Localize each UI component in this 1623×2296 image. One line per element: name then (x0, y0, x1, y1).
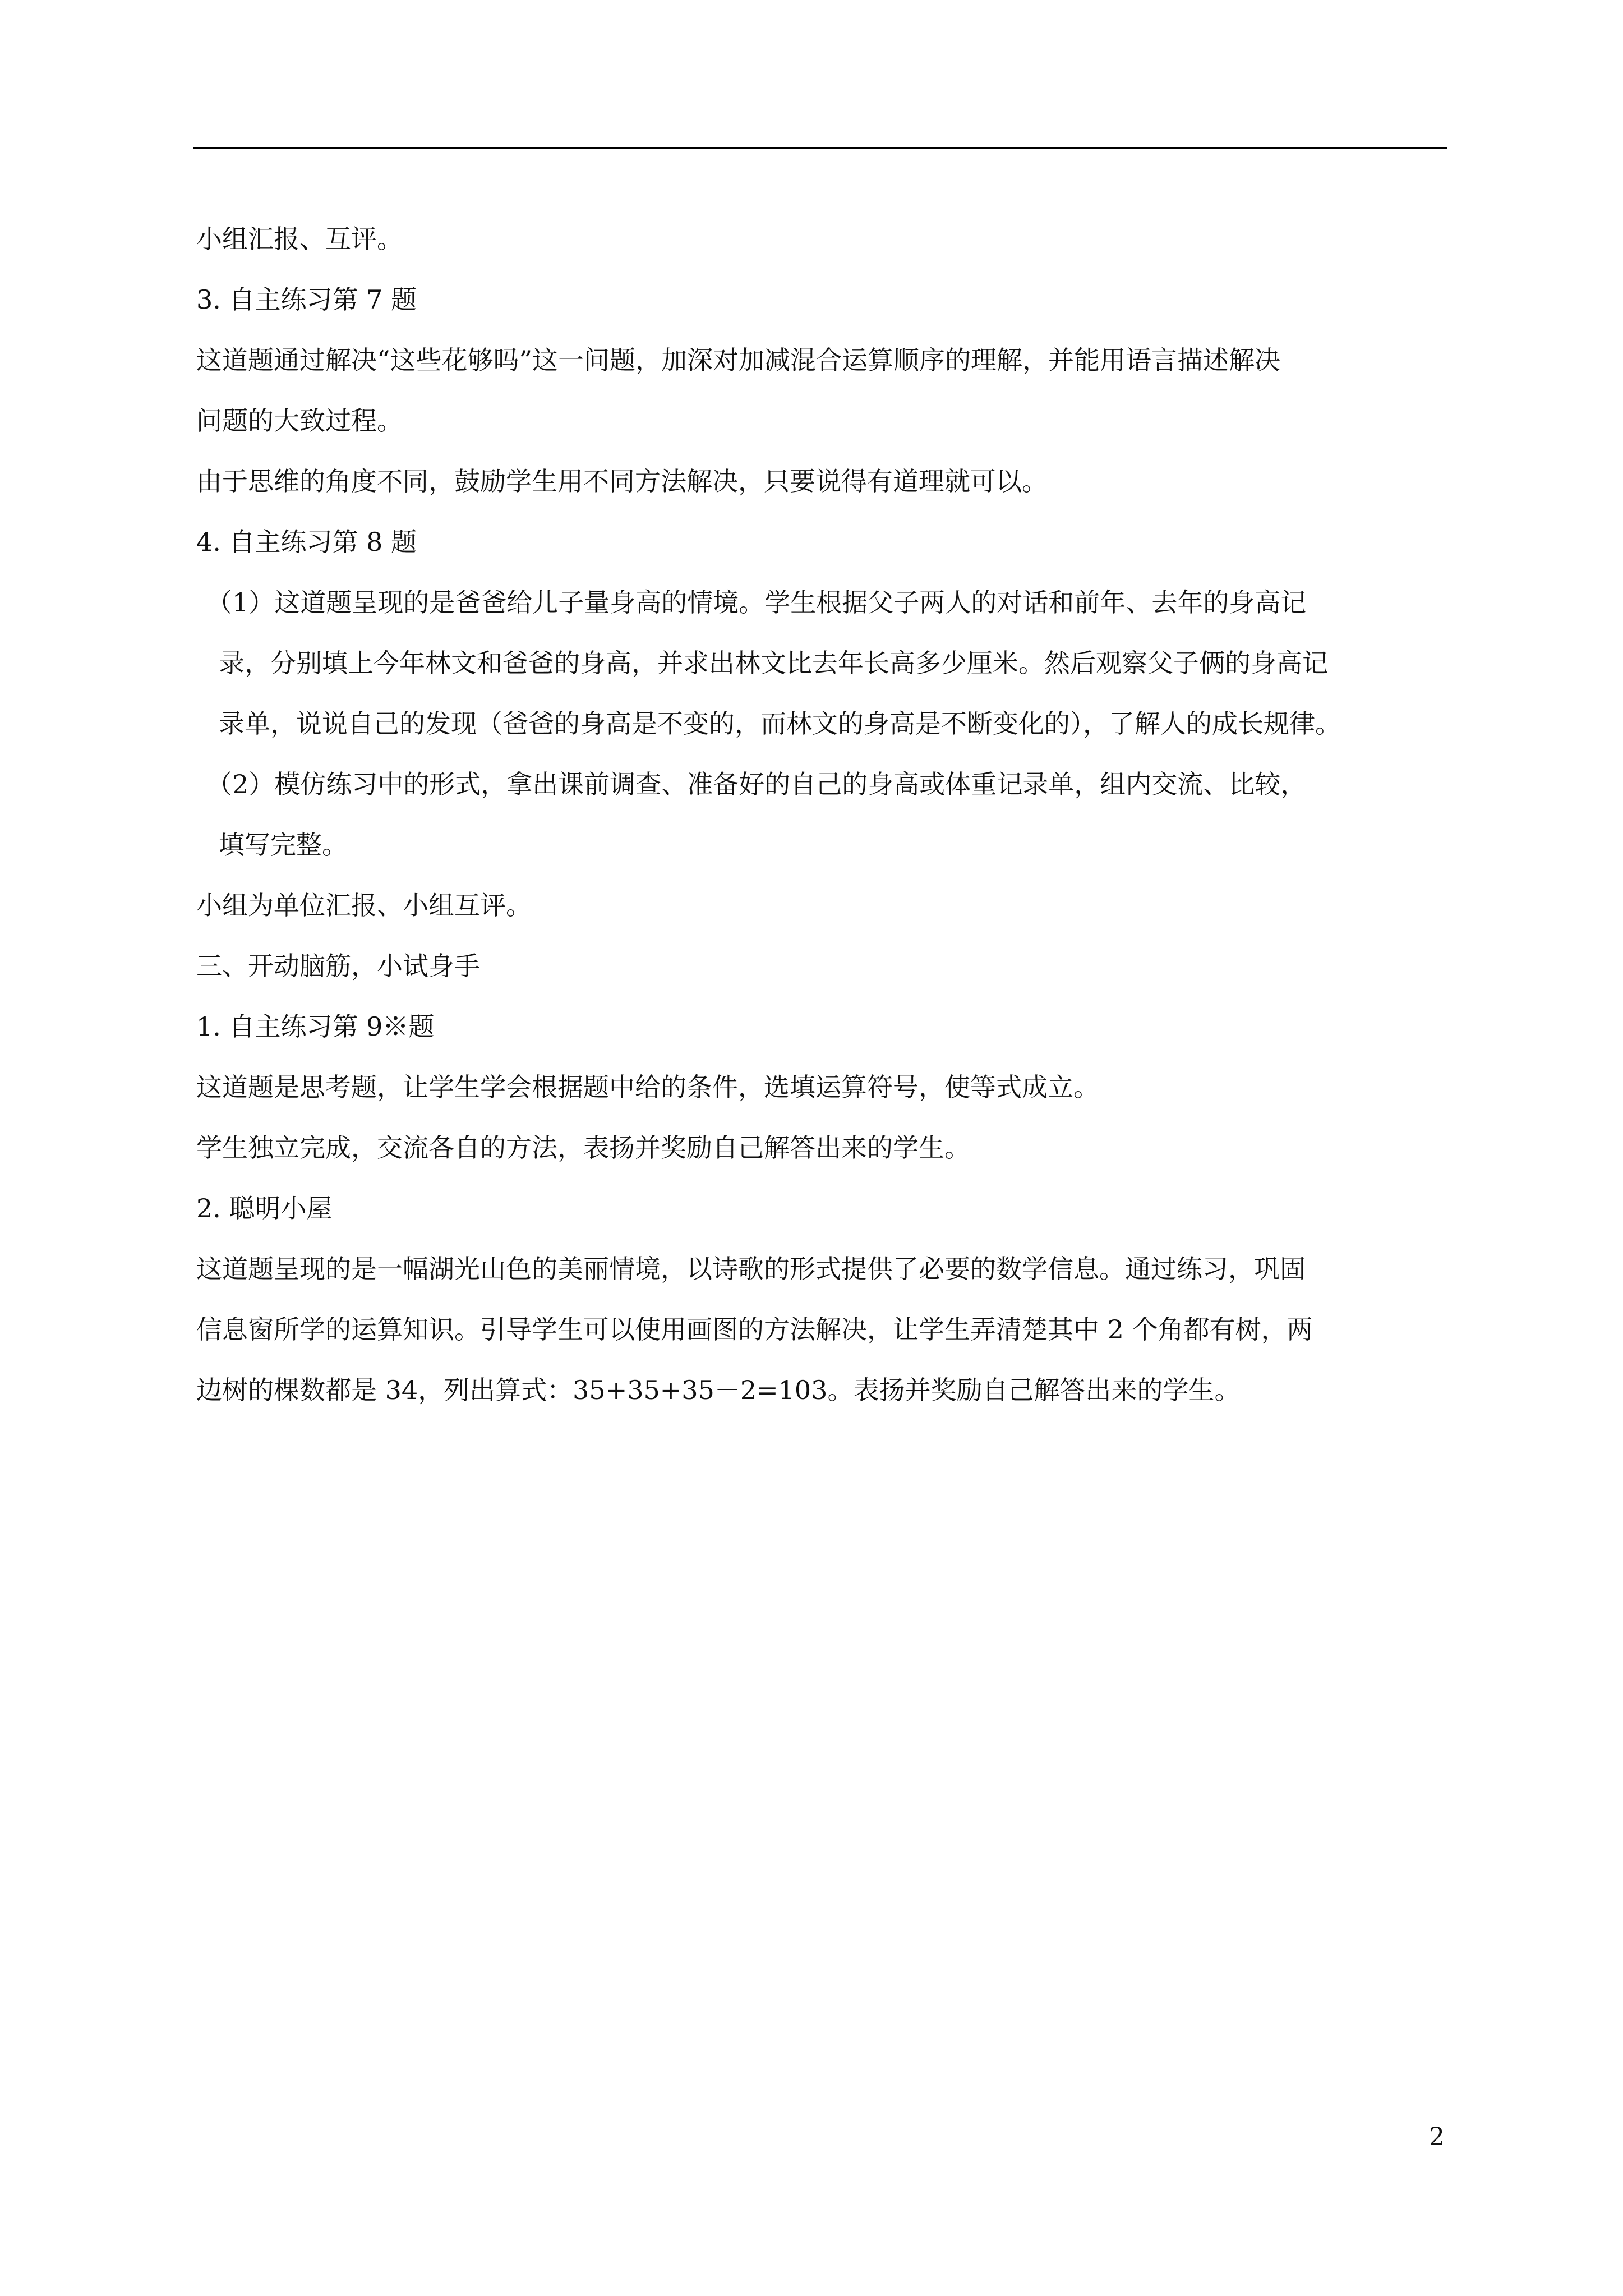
paragraph: 由于思维的角度不同，鼓励学生用不同方法解决，只要说得有道理就可以。 (196, 466, 1048, 496)
paragraph: 这道题通过解决“这些花够吗”这一问题，加深对加减混合运算顺序的理解，并能用语言描述解决 (196, 345, 1281, 375)
document-body (196, 209, 1447, 1420)
section-heading: 2. 聪明小屋 (196, 1193, 333, 1223)
paragraph: 问题的大致过程。 (196, 406, 403, 436)
paragraph: 学生独立完成，交流各自的方法，表扬并奖励自己解答出来的学生。 (196, 1133, 970, 1163)
section-heading: 3. 自主练习第 7 题 (196, 284, 417, 315)
sub-item-line: 录，分别填上今年林文和爸爸的身高，并求出林文比去年长高多少厘米。然后观察父子俩的身高记 (219, 648, 1328, 678)
section-heading: 1. 自主练习第 9※题 (196, 1011, 435, 1042)
sub-item-line: （2）模仿练习中的形式，拿出课前调查、准备好的自己的身高或体重记录单，组内交流、比较， (206, 769, 1307, 799)
sub-item-line: （1）这道题呈现的是爸爸给儿子量身高的情境。学生根据父子两人的对话和前年、去年的身高记 (206, 587, 1307, 618)
paragraph: 这道题呈现的是一幅湖光山色的美丽情境，以诗歌的形式提供了必要的数学信息。通过练习，巩固 (196, 1254, 1306, 1284)
section-heading: 三、开动脑筋，小试身手 (196, 951, 480, 981)
sub-item-2 (196, 754, 1447, 875)
sub-item-line: 填写完整。 (219, 830, 348, 860)
paragraph: 信息窗所学的运算知识。引导学生可以使用画图的方法解决，让学生弄清楚其中 2 个角都有树，两 (196, 1314, 1313, 1345)
paragraph: 小组为单位汇报、小组互评。 (196, 890, 532, 921)
paragraph: 这道题是思考题，让学生学会根据题中给的条件，选填运算符号，使等式成立。 (196, 1072, 1099, 1102)
page-number: 2 (1429, 2123, 1445, 2151)
paragraph: 边树的棵数都是 34，列出算式：35+35+35－2=103。表扬并奖励自己解答出来的学生。 (196, 1375, 1241, 1405)
section-heading: 4. 自主练习第 8 题 (196, 527, 417, 557)
sub-item-1 (196, 572, 1447, 754)
header-rule (193, 147, 1447, 149)
sub-item-line: 录单，说说自己的发现（爸爸的身高是不变的，而林文的身高是不断变化的），了解人的成长规律。 (219, 708, 1341, 739)
paragraph: 小组汇报、互评。 (196, 224, 403, 254)
